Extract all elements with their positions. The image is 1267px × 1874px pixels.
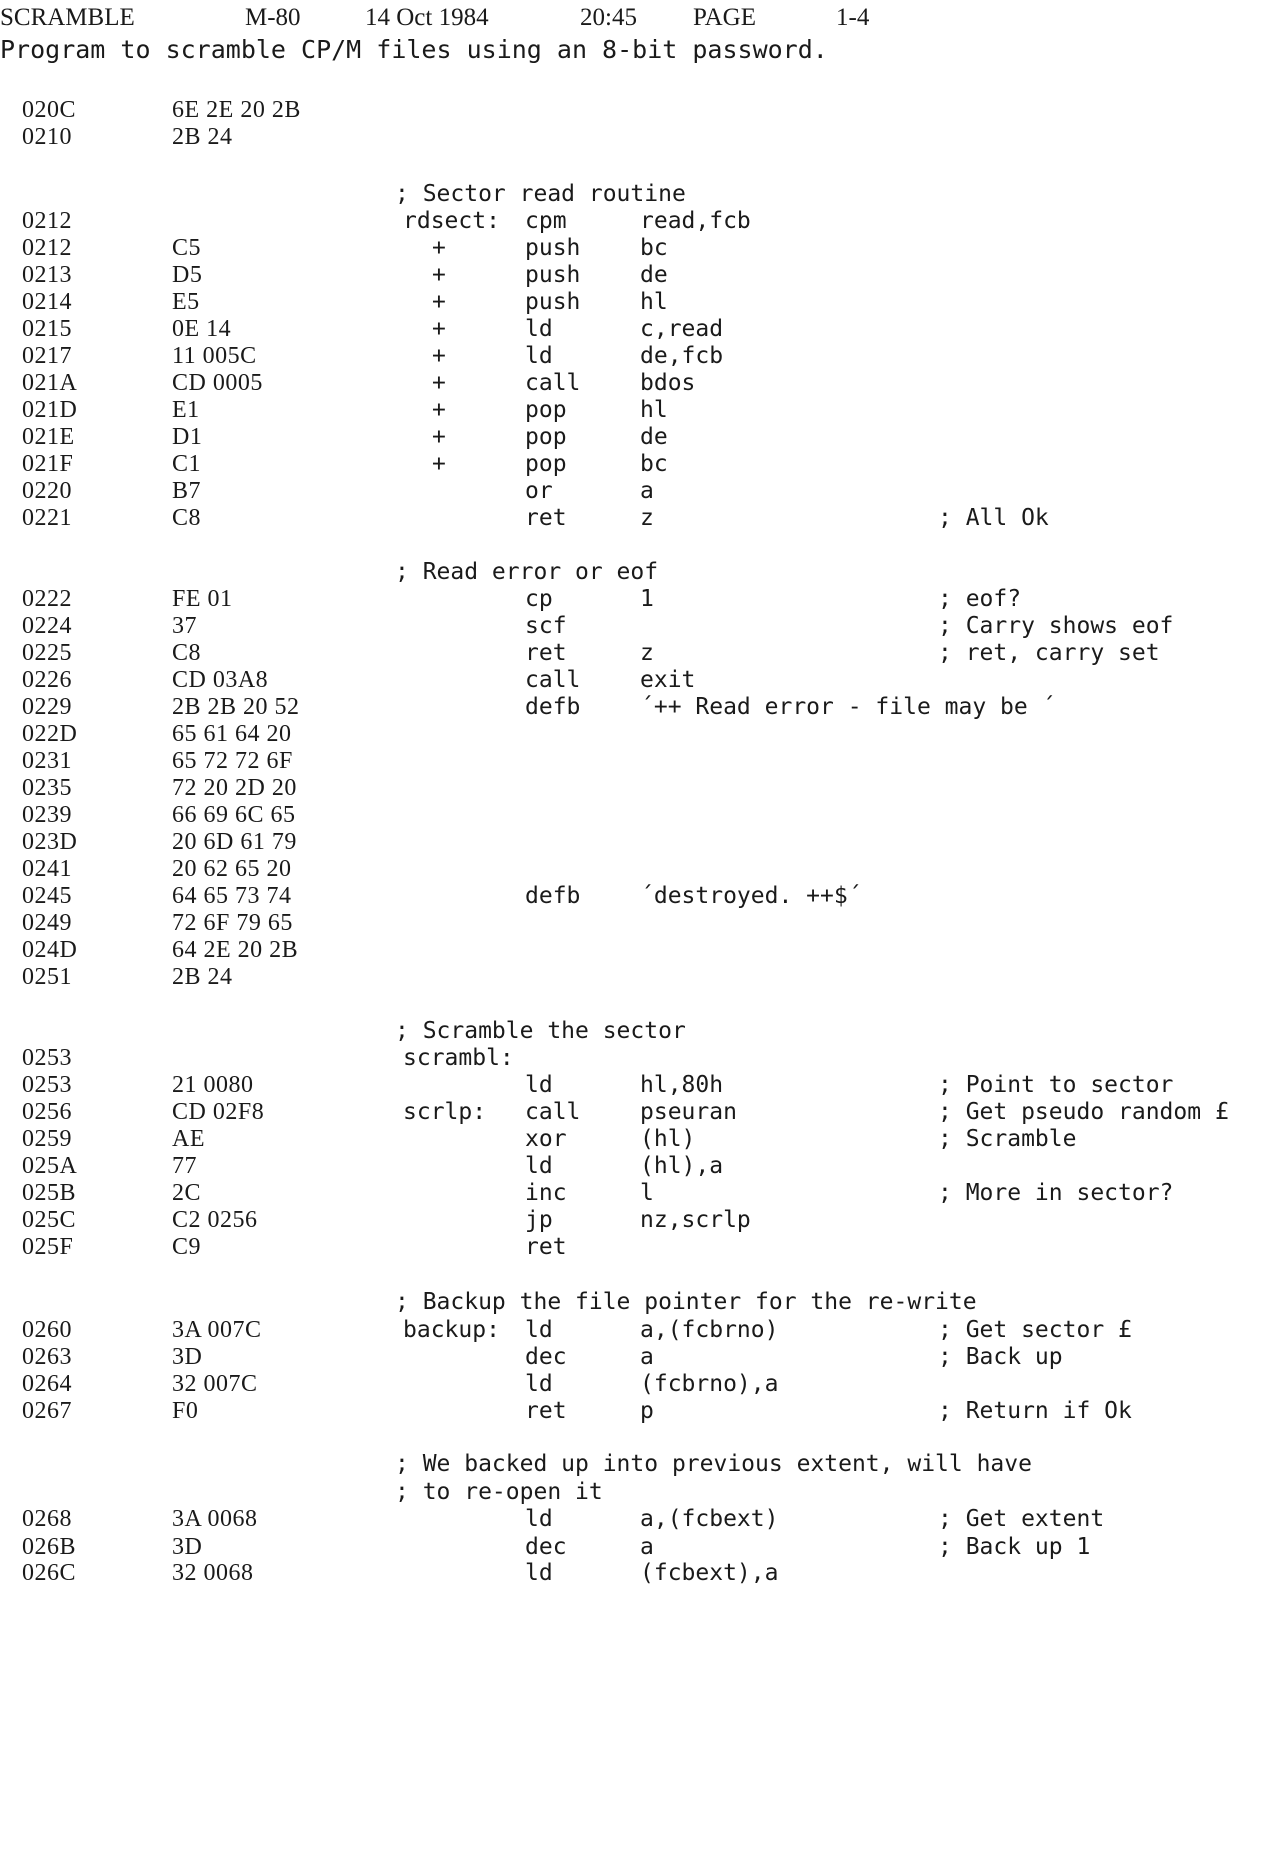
line-object-code: 64 2E 20 2B [172, 937, 299, 963]
line-object-code: 6E 2E 20 2B [172, 97, 301, 123]
line-address: 026C [22, 1560, 77, 1586]
line-object-code: D5 [172, 262, 203, 288]
line-object-code: 11 005C [172, 343, 257, 369]
line-address: 024D [22, 937, 78, 963]
line-operand: (fcbext),a [640, 1560, 779, 1586]
line-comment: ; Back up [938, 1344, 1063, 1370]
line-mnemonic: scf [525, 613, 567, 639]
program-description: Program to scramble CP/M files using an 8-bit password. [0, 35, 828, 64]
line-address: 0260 [22, 1317, 72, 1343]
line-address: 0256 [22, 1099, 72, 1125]
listing-line [0, 1395, 1267, 1427]
line-operand: a [640, 1344, 654, 1370]
line-operand: (fcbrno),a [640, 1371, 779, 1397]
line-operand: bc [640, 451, 668, 477]
line-operand: (hl) [640, 1126, 696, 1152]
line-comment: ; Scramble [938, 1126, 1077, 1152]
line-operand: hl,80h [640, 1072, 724, 1098]
line-object-code: D1 [172, 424, 203, 450]
line-mnemonic: defb [525, 694, 581, 720]
line-address: 025A [22, 1153, 78, 1179]
line-label: scrambl: [403, 1045, 514, 1071]
macro-expansion-marker: + [432, 370, 446, 396]
line-mnemonic: call [525, 667, 581, 693]
line-address: 025B [22, 1180, 77, 1206]
page-label: PAGE [693, 4, 756, 31]
line-address: 020C [22, 97, 77, 123]
line-operand: a,(fcbrno) [640, 1317, 779, 1343]
line-mnemonic: inc [525, 1180, 567, 1206]
line-label: backup: [403, 1317, 500, 1343]
line-address: 0263 [22, 1344, 72, 1370]
line-comment: ; Carry shows eof [938, 613, 1174, 639]
macro-expansion-marker: + [432, 451, 446, 477]
line-object-code: F0 [172, 1398, 199, 1424]
line-object-code: C5 [172, 235, 202, 261]
macro-expansion-marker: + [432, 424, 446, 450]
macro-expansion-marker: + [432, 289, 446, 315]
line-mnemonic: pop [525, 424, 567, 450]
line-mnemonic: cp [525, 586, 553, 612]
line-operand: 1 [640, 586, 654, 612]
line-address: 0251 [22, 964, 72, 990]
line-address: 0220 [22, 478, 72, 504]
line-object-code: 37 [172, 613, 197, 639]
line-address: 0215 [22, 316, 72, 342]
line-address: 0253 [22, 1045, 72, 1071]
line-label: scrlp: [403, 1099, 487, 1125]
listing-line [0, 1231, 1267, 1263]
line-object-code: 21 0080 [172, 1072, 254, 1098]
line-comment: ; eof? [938, 586, 1022, 612]
line-object-code: 72 20 2D 20 [172, 775, 297, 801]
line-object-code: 32 0068 [172, 1560, 254, 1586]
line-comment: ; Return if Ok [938, 1398, 1132, 1424]
line-mnemonic: pop [525, 397, 567, 423]
line-object-code: 20 6D 61 79 [172, 829, 297, 855]
line-object-code: CD 0005 [172, 370, 263, 396]
line-operand: de [640, 424, 668, 450]
line-object-code: 77 [172, 1153, 197, 1179]
line-mnemonic: ret [525, 640, 567, 666]
line-operand: a [640, 1534, 654, 1560]
line-mnemonic: defb [525, 883, 581, 909]
line-mnemonic: ld [525, 1317, 553, 1343]
line-address: 021A [22, 370, 78, 396]
line-mnemonic: push [525, 235, 581, 261]
line-operand: (hl),a [640, 1153, 724, 1179]
line-address: 0222 [22, 586, 72, 612]
macro-expansion-marker: + [432, 235, 446, 261]
line-address: 025C [22, 1207, 77, 1233]
line-object-code: C1 [172, 451, 202, 477]
section-comment: ; Read error or eof [395, 559, 659, 585]
line-address: 0224 [22, 613, 72, 639]
line-mnemonic: push [525, 289, 581, 315]
line-address: 0249 [22, 910, 72, 936]
line-mnemonic: or [525, 478, 553, 504]
line-object-code: 64 65 73 74 [172, 883, 292, 909]
line-mnemonic: push [525, 262, 581, 288]
line-object-code: AE [172, 1126, 205, 1152]
line-mnemonic: dec [525, 1534, 567, 1560]
line-address: 0239 [22, 802, 72, 828]
line-object-code: C2 0256 [172, 1207, 258, 1233]
line-comment: ; Back up 1 [938, 1534, 1091, 1560]
line-operand: a,(fcbext) [640, 1506, 779, 1532]
line-object-code: 65 61 64 20 [172, 721, 292, 747]
line-operand: exit [640, 667, 696, 693]
line-address: 021E [22, 424, 75, 450]
line-object-code: 2B 24 [172, 124, 233, 150]
line-operand: c,read [640, 316, 724, 342]
line-object-code: C8 [172, 640, 202, 666]
line-address: 0235 [22, 775, 72, 801]
line-object-code: E1 [172, 397, 200, 423]
line-object-code: CD 02F8 [172, 1099, 265, 1125]
line-operand: bdos [640, 370, 696, 396]
line-object-code: 2B 2B 20 52 [172, 694, 300, 720]
line-object-code: 3D [172, 1344, 203, 1370]
section-comment: ; We backed up into previous extent, will have [395, 1451, 1032, 1477]
line-operand: p [640, 1398, 654, 1424]
program-name: SCRAMBLE [0, 4, 135, 31]
line-address: 0210 [22, 124, 72, 150]
listing-line [0, 961, 1267, 993]
line-mnemonic: ret [525, 505, 567, 531]
line-object-code: 65 72 72 6F [172, 748, 293, 774]
section-comment: ; Backup the file pointer for the re-write [395, 1289, 977, 1315]
line-mnemonic: ld [525, 1072, 553, 1098]
listing-line [0, 1557, 1267, 1589]
line-address: 0212 [22, 235, 72, 261]
section-comment: ; Sector read routine [395, 181, 686, 207]
line-object-code: 72 6F 79 65 [172, 910, 293, 936]
line-operand: l [640, 1180, 654, 1206]
line-address: 0226 [22, 667, 72, 693]
line-comment: ; ret, carry set [938, 640, 1160, 666]
line-comment: ; More in sector? [938, 1180, 1174, 1206]
listing-line [0, 121, 1267, 153]
line-mnemonic: xor [525, 1126, 567, 1152]
line-address: 0214 [22, 289, 72, 315]
line-mnemonic: dec [525, 1344, 567, 1370]
line-operand: z [640, 640, 654, 666]
line-address: 026B [22, 1534, 77, 1560]
macro-expansion-marker: + [432, 397, 446, 423]
listing-date: 14 Oct 1984 [365, 4, 489, 31]
line-object-code: 3A 0068 [172, 1506, 258, 1532]
line-comment: ; Point to sector [938, 1072, 1174, 1098]
line-address: 0231 [22, 748, 72, 774]
line-label: rdsect: [403, 208, 500, 234]
line-mnemonic: call [525, 1099, 581, 1125]
line-address: 0213 [22, 262, 72, 288]
assembler-name: M-80 [245, 4, 301, 31]
line-address: 0267 [22, 1398, 72, 1424]
line-mnemonic: jp [525, 1207, 553, 1233]
line-mnemonic: ret [525, 1234, 567, 1260]
line-address: 0225 [22, 640, 72, 666]
line-mnemonic: ld [525, 1153, 553, 1179]
line-operand: de [640, 262, 668, 288]
line-address: 023D [22, 829, 78, 855]
line-address: 0229 [22, 694, 72, 720]
line-object-code: C8 [172, 505, 202, 531]
line-operand: read,fcb [640, 208, 751, 234]
line-operand: hl [640, 289, 668, 315]
line-mnemonic: pop [525, 451, 567, 477]
line-operand: hl [640, 397, 668, 423]
line-operand: pseuran [640, 1099, 737, 1125]
line-address: 0264 [22, 1371, 72, 1397]
line-address: 0241 [22, 856, 72, 882]
line-operand: bc [640, 235, 668, 261]
line-address: 0268 [22, 1506, 72, 1532]
section-comment: ; Scramble the sector [395, 1018, 686, 1044]
line-comment: ; Get sector £ [938, 1317, 1132, 1343]
line-operand: ´destroyed. ++$´ [640, 883, 862, 909]
listing-time: 20:45 [580, 4, 637, 31]
line-object-code: B7 [172, 478, 202, 504]
line-object-code: 2B 24 [172, 964, 233, 990]
macro-expansion-marker: + [432, 343, 446, 369]
line-address: 022D [22, 721, 78, 747]
line-address: 0253 [22, 1072, 72, 1098]
line-object-code: 3D [172, 1534, 203, 1560]
line-address: 021D [22, 397, 78, 423]
line-object-code: 2C [172, 1180, 202, 1206]
line-address: 0259 [22, 1126, 72, 1152]
line-object-code: FE 01 [172, 586, 233, 612]
line-object-code: CD 03A8 [172, 667, 269, 693]
line-comment: ; Get pseudo random £ [938, 1099, 1229, 1125]
line-address: 025F [22, 1234, 74, 1260]
line-address: 0221 [22, 505, 72, 531]
macro-expansion-marker: + [432, 262, 446, 288]
line-mnemonic: call [525, 370, 581, 396]
line-operand: de,fcb [640, 343, 724, 369]
line-comment: ; All Ok [938, 505, 1049, 531]
line-address: 0217 [22, 343, 72, 369]
line-mnemonic: cpm [525, 208, 567, 234]
line-operand: a [640, 478, 654, 504]
line-object-code: 0E 14 [172, 316, 232, 342]
page-number: 1-4 [836, 4, 870, 31]
line-object-code: C9 [172, 1234, 202, 1260]
section-comment: ; to re-open it [395, 1479, 603, 1505]
line-address: 021F [22, 451, 74, 477]
line-object-code: 66 69 6C 65 [172, 802, 296, 828]
line-address: 0212 [22, 208, 72, 234]
line-mnemonic: ld [525, 1506, 553, 1532]
line-comment: ; Get extent [938, 1506, 1105, 1532]
line-mnemonic: ld [525, 343, 553, 369]
line-mnemonic: ret [525, 1398, 567, 1424]
macro-expansion-marker: + [432, 316, 446, 342]
line-address: 0245 [22, 883, 72, 909]
line-mnemonic: ld [525, 1560, 553, 1586]
line-operand: ´++ Read error - file may be ´ [640, 694, 1056, 720]
listing-line [0, 502, 1267, 534]
line-object-code: E5 [172, 289, 200, 315]
line-object-code: 3A 007C [172, 1317, 262, 1343]
line-object-code: 32 007C [172, 1371, 258, 1397]
line-object-code: 20 62 65 20 [172, 856, 292, 882]
line-operand: nz,scrlp [640, 1207, 751, 1233]
line-mnemonic: ld [525, 316, 553, 342]
line-mnemonic: ld [525, 1371, 553, 1397]
line-operand: z [640, 505, 654, 531]
